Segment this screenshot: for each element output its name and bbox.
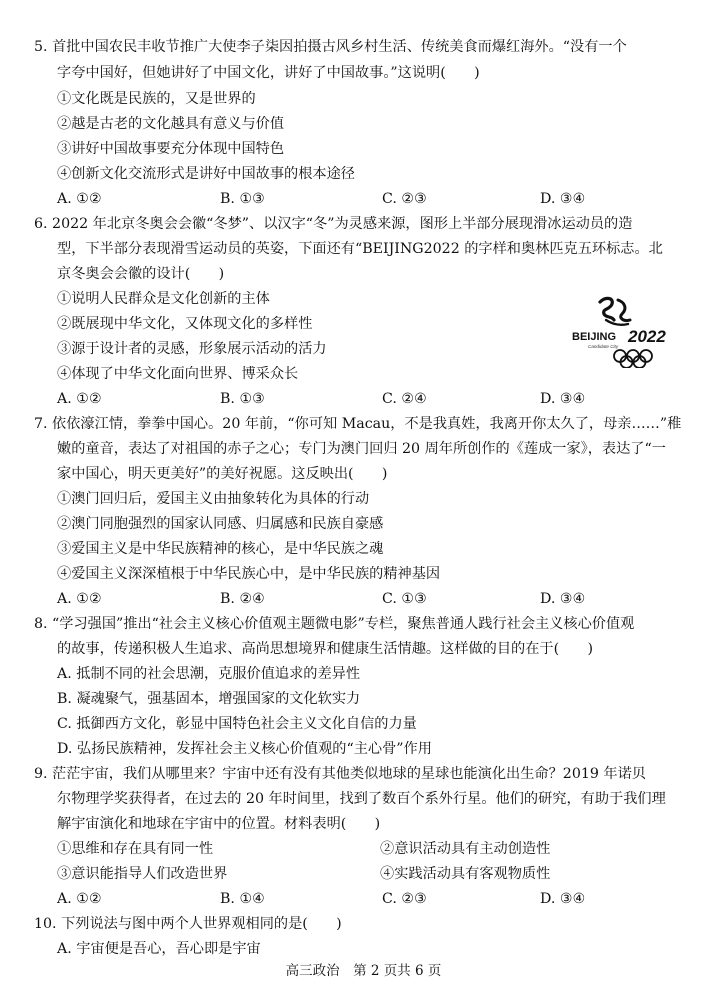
emblem-subtitle: Candidate City [588,344,619,349]
q6-choice-d: D. ③④ [540,391,586,407]
q8-stem-line1: 8. “学习强国”推出“社会主义核心价值观主题微电影”专栏，聚焦普通人践行社会主义核心价值观 [34,616,635,632]
q9-stem-line3: 解宇宙演化和地球在宇宙中的位置。材料表明( ) [57,816,381,832]
q6-item-3: ③源于设计者的灵感，形象展示活动的活力 [57,341,327,357]
q5-choice-a: A. ①② [57,191,102,207]
q9-items-row2 [0,864,727,884]
q6-choice-b: B. ①③ [220,391,265,407]
q8-option-c: C. 抵御西方文化，彰显中国特色社会主义文化自信的力量 [57,716,417,732]
beijing-2022-emblem-image [566,290,684,368]
q6-item-2: ②既展现中华文化，又体现文化的多样性 [57,316,313,332]
emblem-brush-stroke-mid [618,300,630,321]
q9-item-4: ④实践活动具有客观物质性 [380,866,551,882]
q9-item-1: ①思维和存在具有同一性 [57,841,214,857]
q7-item-1: ①澳门回归后，爱国主义由抽象转化为具体的行动 [57,491,370,507]
q5-stem-line2: 字夸中国好，但她讲好了中国文化，讲好了中国故事。”这说明( ) [57,65,480,81]
q5-choices [0,189,727,209]
q7-stem-line3: 家中国心，明天更美好”的美好祝愿。这反映出( ) [57,466,388,482]
q9-choice-d: D. ③④ [540,891,586,907]
emblem-word: BEIJING [572,331,617,343]
q5-item-3: ③讲好中国故事要充分体现中国特色 [57,141,285,157]
q7-choice-b: B. ②④ [220,591,265,607]
emblem-brush-stroke-top [600,298,614,320]
q6-choice-a: A. ①② [57,391,102,407]
q9-stem-line1: 9. 茫茫宇宙，我们从哪里来？宇宙中还有没有其他类似地球的星球也能演化出生命？2019 年诺贝 [34,766,646,782]
q7-choice-d: D. ③④ [540,591,586,607]
q7-choices [0,589,727,609]
q7-stem-line1: 7. 依依濠江情，拳拳中国心。20 年前，“你可知 Macau，不是我真姓，我离开你太久了，母亲……”稚 [34,416,682,432]
q6-stem-line2: 型，下半部分表现滑雪运动员的英姿，下面还有“BEIJING2022 的字样和奥林匹克五环标志。北 [57,241,663,257]
q10-option-a: A. 宇宙便是吾心，吾心即是宇宙 [57,941,261,957]
q5-item-1: ①文化既是民族的，又是世界的 [57,91,256,107]
emblem-graphic [566,290,684,368]
q6-stem-line1: 6. 2022 年北京冬奥会会徽“冬梦”、以汉字“冬”为灵感来源，图形上半部分展现滑冰运动员的造 [34,216,633,232]
q7-stem-line2: 嫩的童音，表达了对祖国的赤子之心；专门为澳门回归 20 周年所创作的《莲成一家》，表达了“一 [57,441,666,457]
q9-choices [0,889,727,909]
page-footer: 高三政治 第 2 页共 6 页 [285,963,442,979]
q5-item-4: ④创新文化交流形式是讲好中国故事的根本途径 [57,166,355,182]
q7-item-3: ③爱国主义是中华民族精神的核心，是中华民族之魂 [57,541,384,557]
q8-option-b: B. 凝魂聚气，强基固本，增强国家的文化软实力 [57,691,361,707]
q5-choice-d: D. ③④ [540,191,586,207]
q9-item-2: ②意识活动具有主动创造性 [380,841,551,857]
q9-choice-a: A. ①② [57,891,102,907]
q6-item-1: ①说明人民群众是文化创新的主体 [57,291,270,307]
olympic-rings-icon [614,350,652,368]
q5-item-2: ②越是古老的文化越具有意义与价值 [57,116,285,132]
q8-stem-line2: 的故事，传递积极人生追求、高尚思想境界和健康生活情趣。这样做的目的在于( ) [57,641,594,657]
q9-items-row1 [0,839,727,859]
q6-item-4: ④体现了中华文化面向世界、博采众长 [57,366,299,382]
q6-choices [0,389,727,409]
q6-choice-c: C. ②④ [382,391,427,407]
q7-item-2: ②澳门同胞强烈的国家认同感、归属感和民族自豪感 [57,516,384,532]
q7-item-4: ④爱国主义深深植根于中华民族心中，是中华民族的精神基因 [57,566,441,582]
q7-choice-a: A. ①② [57,591,102,607]
q9-choice-b: B. ①④ [220,891,265,907]
q9-choice-c: C. ②③ [382,891,427,907]
q5-choice-c: C. ②③ [382,191,427,207]
q9-stem-line2: 尔物理学奖获得者，在过去的 20 年时间里，找到了数百个系外行星。他们的研究，有助于我们理 [57,791,666,807]
emblem-year: 2022 [628,327,666,346]
q5-choice-b: B. ①③ [220,191,265,207]
q9-item-3: ③意识能指导人们改造世界 [57,866,228,882]
q8-option-a: A. 抵制不同的社会思潮，克服价值追求的差异性 [57,666,361,682]
q6-stem-line3: 京冬奥会会徽的设计( ) [57,266,225,282]
q10-stem-line1: 10. 下列说法与图中两个人世界观相同的是( ) [34,916,342,932]
q5-stem-line1: 5. 首批中国农民丰收节推广大使李子柒因拍摄古风乡村生活、传统美食而爆红海外。“没有一个 [34,39,627,55]
q7-choice-c: C. ①③ [382,591,427,607]
q8-option-d: D. 弘扬民族精神，发挥社会主义核心价值观的“主心骨”作用 [57,741,432,757]
